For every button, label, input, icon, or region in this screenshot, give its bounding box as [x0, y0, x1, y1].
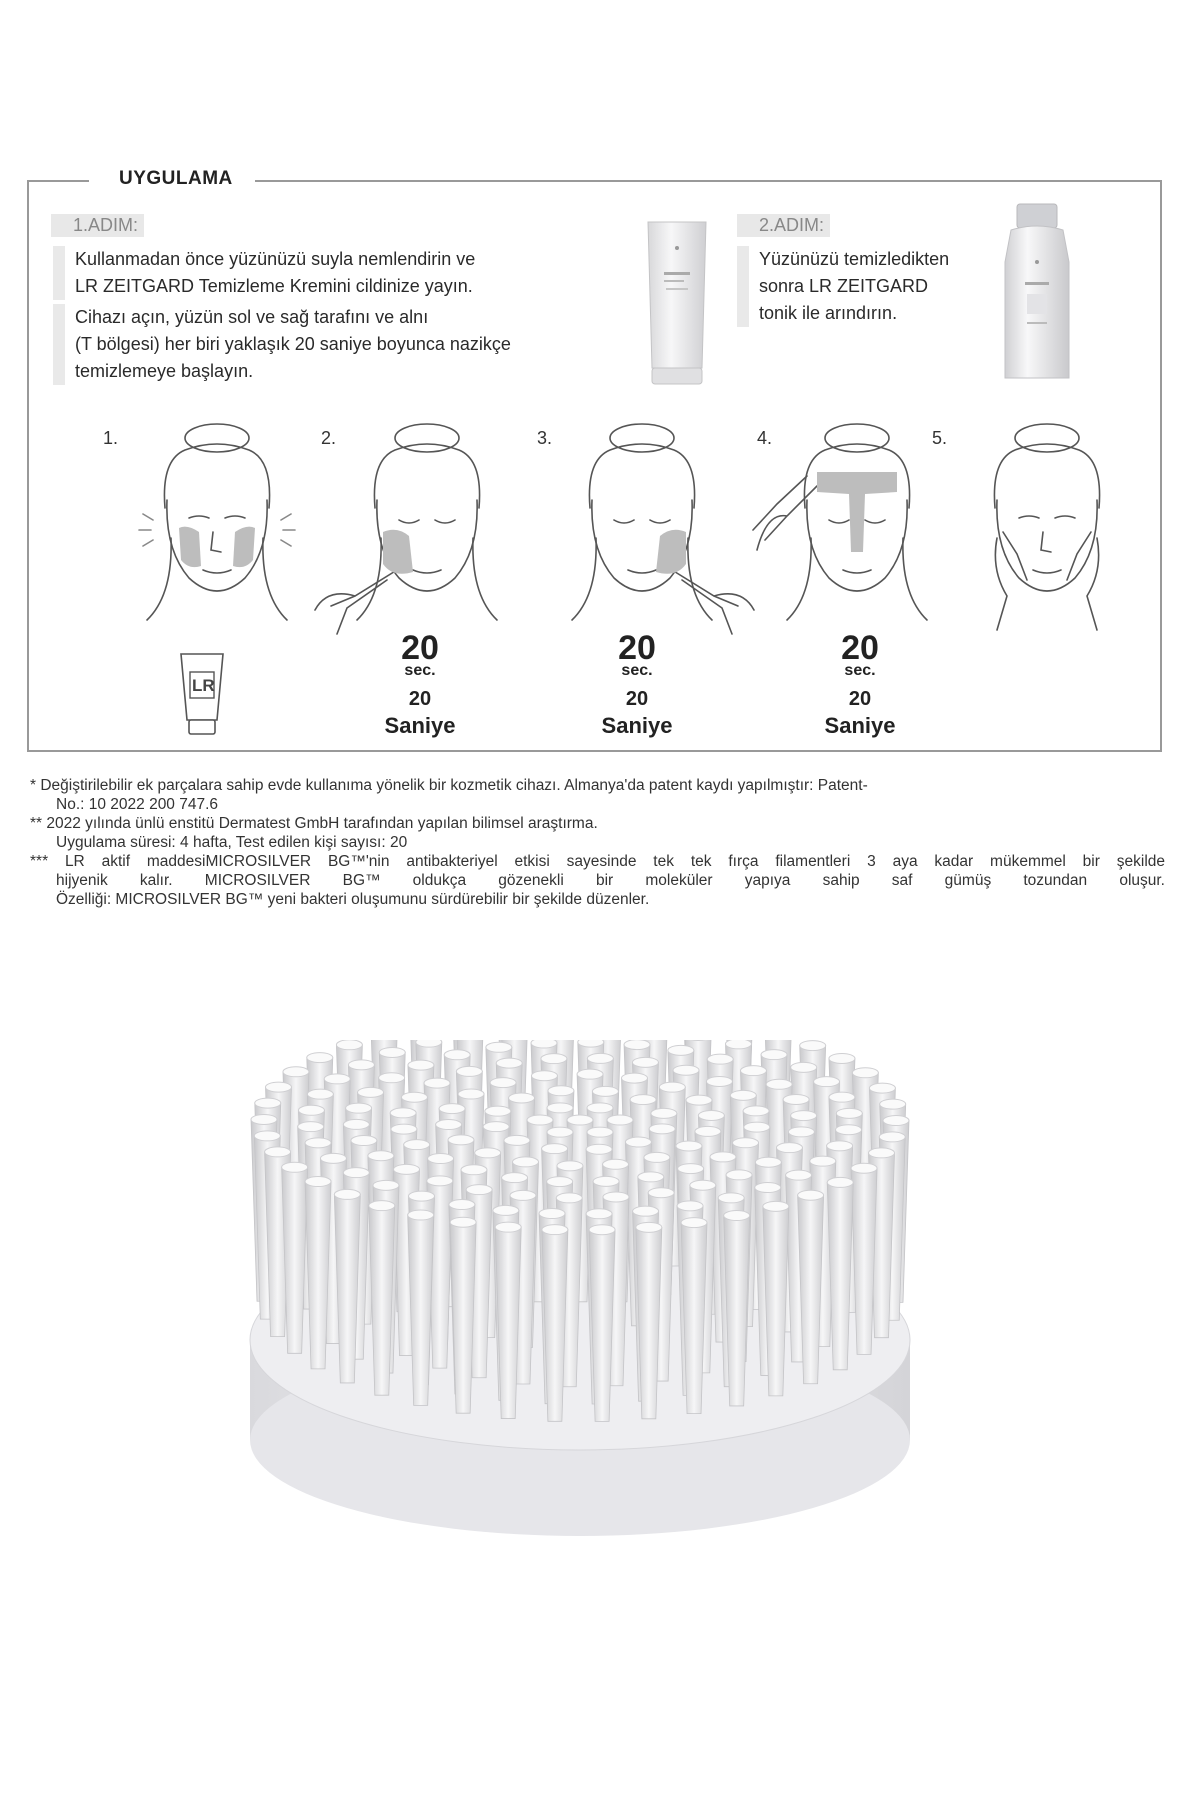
illustration-number-4: 4.	[757, 428, 773, 448]
illustration-number-5: 5.	[932, 428, 948, 448]
bristle-tip	[483, 1122, 509, 1132]
bristle-tip	[827, 1177, 853, 1187]
bristle-tip	[786, 1170, 812, 1180]
bristle-tip	[416, 1040, 442, 1047]
bristle-tip	[766, 1079, 792, 1089]
bristle-tip	[586, 1144, 612, 1154]
bristle-tip	[547, 1177, 573, 1187]
bristle-tip	[283, 1067, 309, 1077]
brush-head-image	[230, 1040, 930, 1600]
bristle-tip	[409, 1191, 435, 1201]
bristle-tip	[427, 1176, 453, 1186]
bristle-tip	[510, 1190, 536, 1200]
bristle-tip	[587, 1053, 613, 1063]
bristle-tip	[496, 1058, 522, 1068]
bristle-tip	[621, 1073, 647, 1083]
bristle-tip	[485, 1106, 511, 1116]
bristle-tip	[305, 1138, 331, 1148]
illustration-number-1: 1.	[103, 428, 119, 448]
bristle-tip	[493, 1205, 519, 1215]
bristle-tip	[265, 1147, 291, 1157]
tonic-bottle-image	[997, 202, 1077, 384]
bristle-tip	[726, 1170, 752, 1180]
bristle-tip	[880, 1099, 906, 1109]
bristle-tip	[547, 1127, 573, 1137]
bristle-tip	[603, 1159, 629, 1169]
face-5-illustration	[994, 424, 1099, 630]
illustration-number-2: 2.	[321, 428, 337, 448]
step1-line: Cihazı açın, yüzün sol ve sağ tarafını ve alnı	[75, 307, 429, 327]
bristle-tip	[651, 1108, 677, 1118]
bristle-tip	[448, 1135, 474, 1145]
timer-step-2	[360, 629, 480, 740]
bristle-tip	[630, 1095, 656, 1105]
timer-word: Saniye	[601, 713, 673, 738]
bristle-tip	[394, 1164, 420, 1174]
bristle-tip	[305, 1177, 331, 1187]
bristle-tip	[424, 1078, 450, 1088]
bristle-tip	[798, 1190, 824, 1200]
bristle-tip	[527, 1115, 553, 1125]
bristle-tip	[677, 1201, 703, 1211]
bristle-tip	[334, 1189, 360, 1199]
bristle-tip	[592, 1086, 618, 1096]
bristle-tip	[320, 1153, 346, 1163]
bristle-tip	[690, 1180, 716, 1190]
bristle-tip	[744, 1122, 770, 1132]
timer-value: 20	[618, 629, 656, 667]
bristle-tip	[343, 1168, 369, 1178]
bristle-tip	[401, 1092, 427, 1102]
bristle-tip	[707, 1054, 733, 1064]
bristle-tip	[810, 1156, 836, 1166]
timer-value-2: 20	[408, 688, 432, 710]
bristle-tip	[686, 1095, 712, 1105]
bristle-tip	[869, 1148, 895, 1158]
bristle-tip	[502, 1173, 528, 1183]
bristle-tip	[730, 1090, 756, 1100]
bristle-tip	[428, 1154, 454, 1164]
footnote-line: Uygulama süresi: 4 hafta, Test edilen kişi sayısı: 20	[56, 834, 408, 851]
timer-step-3	[577, 629, 697, 740]
timer-value: 20	[401, 629, 439, 667]
bristle-tip	[408, 1060, 434, 1070]
bristle-tip	[368, 1151, 394, 1161]
bristle-tip	[556, 1193, 582, 1203]
bristle-tip	[836, 1125, 862, 1135]
instruction-panel	[27, 168, 1162, 752]
step1-line: Kullanmadan önce yüzünüzü suyla nemlendirin ve	[75, 249, 476, 269]
timer-value-2: 20	[848, 688, 872, 710]
bristle-tip	[791, 1111, 817, 1121]
bristle-tip	[695, 1126, 721, 1136]
bristle-tip	[829, 1092, 855, 1102]
bristle-tip	[336, 1040, 362, 1050]
step2-label: 2.ADIM:	[737, 214, 830, 237]
bristle-tip	[761, 1050, 787, 1060]
timer-value-2: 20	[625, 688, 649, 710]
footnotes	[30, 776, 1165, 909]
bristle-tip	[542, 1144, 568, 1154]
bristle-tip	[346, 1103, 372, 1113]
timer-step-4	[800, 629, 920, 740]
bristle-tip	[755, 1183, 781, 1193]
bristle-tip	[879, 1132, 905, 1142]
timer-value: 20	[841, 629, 879, 667]
bristle-tip	[408, 1210, 434, 1220]
illustration-number-3: 3.	[537, 428, 553, 448]
bristle-tip	[513, 1157, 539, 1167]
bristle-tip	[625, 1137, 651, 1147]
footnote-line: No.: 10 2022 200 747.6	[56, 796, 219, 813]
step2-line: Yüzünüzü temizledikten	[759, 249, 950, 269]
bristle-tip	[486, 1042, 512, 1052]
bristle-tip	[681, 1218, 707, 1228]
bristle-tip	[586, 1209, 612, 1219]
face-4-illustration	[753, 424, 927, 620]
bristle-tip	[649, 1124, 675, 1134]
bristle-tip	[706, 1076, 732, 1086]
bristle-tip	[676, 1141, 702, 1151]
bristle-tip	[593, 1176, 619, 1186]
bristle-tip	[531, 1040, 557, 1048]
bristle-tip	[578, 1040, 604, 1047]
footnote-line: *** LR aktif maddesiMICROSILVER BG™'nin antibakteriyel etkisi sayesinde tek tek fırça filamentleri 3 aya kadar mükemmel bir şekilde	[30, 853, 1165, 870]
step2-line: tonik ile arındırın.	[759, 303, 898, 323]
bristle-tip	[607, 1115, 633, 1125]
bristle-tip	[298, 1105, 324, 1115]
bristle-tip	[547, 1103, 573, 1113]
bristle-tip	[390, 1108, 416, 1118]
bristle-tip	[307, 1089, 333, 1099]
bristle-tip	[348, 1060, 374, 1070]
step1-label: 1.ADIM:	[51, 214, 144, 237]
step1-paragraph-2	[53, 304, 511, 385]
bristle-tip	[733, 1138, 759, 1148]
bristle-tip	[883, 1116, 909, 1126]
bristle-tip	[589, 1225, 615, 1235]
bristle-tip	[800, 1041, 826, 1051]
bristle-tip	[509, 1093, 535, 1103]
step1-line: LR ZEITGARD Temizleme Kremini cildinize yayın.	[75, 276, 473, 296]
bristle-tip	[633, 1206, 659, 1216]
bristle-tip	[557, 1161, 583, 1171]
face-1-illustration	[139, 424, 295, 620]
bristle-tip	[456, 1066, 482, 1076]
bristle-tip	[698, 1110, 724, 1120]
bristle-tip	[449, 1200, 475, 1210]
bristle-tip	[673, 1065, 699, 1075]
section-title: UYGULAMA	[89, 168, 255, 190]
bristle-tip	[718, 1193, 744, 1203]
bristle-tip	[495, 1222, 521, 1232]
face-3-illustration	[572, 424, 754, 634]
footnote-line: Özelliği: MICROSILVER BG™ yeni bakteri oluşumunu sürdürebilir bir şekilde düzenler.	[56, 891, 650, 908]
bristle-tip	[755, 1157, 781, 1167]
bristle-tip	[659, 1082, 685, 1092]
bristle-tip	[791, 1062, 817, 1072]
bristle-tip	[851, 1163, 877, 1173]
bristle-tip	[458, 1089, 484, 1099]
bristle-tip	[373, 1180, 399, 1190]
bristle-tip	[587, 1127, 613, 1137]
bristle-tip	[539, 1208, 565, 1218]
bristle-tip	[776, 1143, 802, 1153]
bristle-tip	[351, 1136, 377, 1146]
bristle-tip	[648, 1188, 674, 1198]
bristle-tip	[436, 1120, 462, 1130]
bristle-tip	[577, 1069, 603, 1079]
bristle-tip	[298, 1122, 324, 1132]
bristle-tip	[603, 1192, 629, 1202]
bristle-tip	[369, 1201, 395, 1211]
bristle-tip	[358, 1087, 384, 1097]
bristle-tip	[740, 1066, 766, 1076]
bristle-tip	[265, 1082, 291, 1092]
bristle-tip	[461, 1165, 487, 1175]
step1-line: (T bölgesi) her biri yaklaşık 20 saniye boyunca nazikçe	[75, 334, 511, 354]
bristle-tip	[548, 1086, 574, 1096]
bristle-tip	[282, 1162, 308, 1172]
bristle-tip	[869, 1083, 895, 1093]
bristle-tip	[827, 1141, 853, 1151]
footnote-line: * Değiştirilebilir ek parçalara sahip evde kullanıma yönelik bir kozmetik cihazı. Almanya'da patent kaydı yapılmıştır: Patent-	[30, 777, 868, 794]
bristle-tip	[852, 1068, 878, 1078]
footnote-line: ** 2022 yılında ünlü enstitü Dermatest GmbH tarafından yapılan bilimsel araştırma.	[30, 815, 598, 832]
bristle-tip	[763, 1201, 789, 1211]
bristle-tip	[587, 1103, 613, 1113]
timer-word: Saniye	[824, 713, 896, 738]
bristle-tip	[391, 1124, 417, 1134]
bristle-tip	[541, 1054, 567, 1064]
bristle-tip	[379, 1073, 405, 1083]
bristle-tip	[466, 1185, 492, 1195]
step2-line: sonra LR ZEITGARD	[759, 276, 929, 296]
bristle-tip	[490, 1078, 516, 1088]
bristle-tip	[307, 1053, 333, 1063]
step1-paragraph-1	[53, 246, 475, 300]
bristle-tip	[668, 1045, 694, 1055]
bristle-tip	[542, 1225, 568, 1235]
bristle-tip	[636, 1222, 662, 1232]
bristle-tip	[814, 1077, 840, 1087]
timer-unit: sec.	[621, 662, 653, 679]
bristle-tip	[531, 1071, 557, 1081]
step1-line: temizlemeye başlayın.	[75, 361, 254, 381]
bristle-tip	[324, 1074, 350, 1084]
timer-unit: sec.	[404, 662, 436, 679]
cleansing-cream-tube-image	[642, 218, 712, 388]
face-illustrations	[87, 420, 1127, 640]
bristle-tip	[788, 1127, 814, 1137]
timer-unit: sec.	[844, 662, 876, 679]
bristle-tip	[632, 1057, 658, 1067]
timer-word: Saniye	[384, 713, 456, 738]
face-2-illustration	[315, 424, 497, 634]
bristle-tip	[644, 1152, 670, 1162]
step2-paragraph	[737, 246, 949, 327]
lr-logo-text: LR	[192, 676, 215, 695]
bristle-tip	[444, 1050, 470, 1060]
bristle-tip	[725, 1040, 751, 1049]
bristle-tip	[343, 1119, 369, 1129]
bristle-tip	[710, 1152, 736, 1162]
bristle-tip	[439, 1104, 465, 1114]
bristle-tip	[743, 1106, 769, 1116]
bristle-tip	[783, 1094, 809, 1104]
bristle-tip	[836, 1108, 862, 1118]
bristle-tip	[404, 1140, 430, 1150]
bristle-tip	[678, 1164, 704, 1174]
bristle-tip	[504, 1135, 530, 1145]
bristle-tip	[255, 1098, 281, 1108]
bristle-tip	[450, 1217, 476, 1227]
bristle-tip	[624, 1040, 650, 1050]
bristle-tip	[724, 1211, 750, 1221]
bristle-tip	[254, 1131, 280, 1141]
bristle-tip	[475, 1148, 501, 1158]
bristle-tip	[829, 1053, 855, 1063]
bristle-tip	[638, 1172, 664, 1182]
footnote-line: hijyenik kalır. MICROSILVER BG™ oldukça gözenekli bir moleküler yapıya sahip saf gümüş tozundan oluşur.	[56, 872, 1165, 889]
bristle-tip	[379, 1047, 405, 1057]
bristle-tip	[251, 1114, 277, 1124]
bristle-tip	[567, 1115, 593, 1125]
